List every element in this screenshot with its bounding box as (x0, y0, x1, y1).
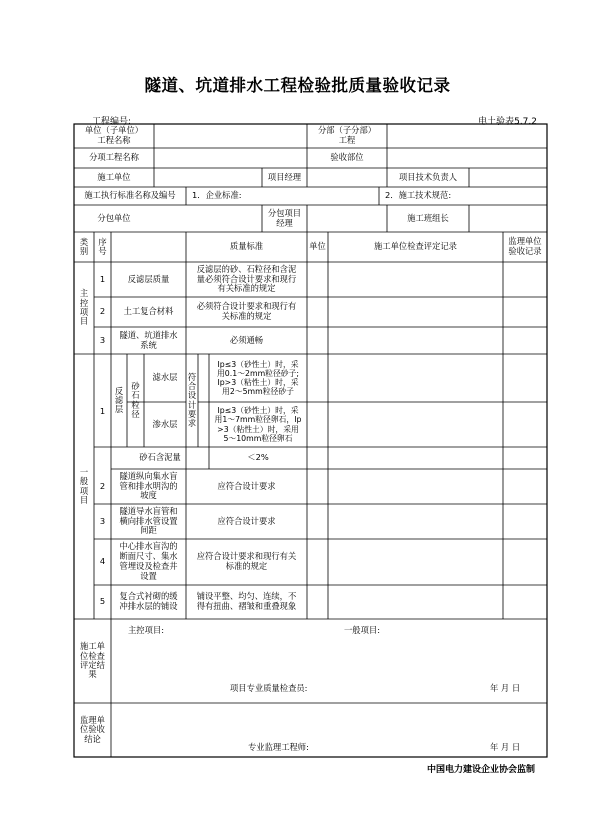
seep-layer-standard: Ip≤3（砂性土）时，采 用1～7mm粒径卵石，Ip >3（粘性土）时，采用 5～10mm粒径卵石 (214, 406, 302, 443)
tech-spec[interactable]: 2．施工技术规范: (385, 190, 452, 201)
standard-label: 施工执行标准名称及编号 (84, 190, 176, 201)
enterprise-standard[interactable]: 1．企业标准: (192, 190, 242, 201)
general-row-standard: 应符合设计要求和现行有关 标准的规定 (196, 551, 297, 571)
project-no-label: 工程编号: (92, 117, 132, 127)
mud-content-label: 砂石含泥量 (139, 452, 181, 463)
general-row-standard: 铺设平整、均匀、连续，不 得有扭曲、褶皱和重叠现象 (196, 591, 297, 611)
supervision-date[interactable]: 年 月 日 (490, 742, 521, 753)
general-items-result[interactable]: 一般项目: (344, 625, 380, 636)
col-seq: 序 号 (98, 236, 107, 256)
team-leader-field[interactable] (469, 205, 547, 232)
quality-inspector[interactable]: 项目专业质量检查员: (230, 683, 308, 694)
main-row-item: 土工复合材料 (123, 306, 174, 317)
construction-unit-field[interactable] (154, 168, 262, 187)
pm-label: 项目经理 (267, 171, 302, 182)
unit-name-field[interactable] (154, 124, 307, 148)
general-row-no: 5 (99, 596, 106, 607)
main-row-standard: 必须符合设计要求和现行有 关标准的规定 (196, 301, 297, 321)
main-row-standard: 必须通畅 (229, 334, 264, 345)
page-title: 隧道、坑道排水工程检验批质量验收记录 (144, 76, 451, 95)
main-row-standard: 反滤层的砂、石粒径和含泥 量必须符合设计要求和现行 有关标准的规定 (196, 263, 297, 294)
main-row-item: 反滤层质量 (127, 273, 170, 284)
main-row-no: 2 (99, 306, 106, 317)
main-row-item: 隧道、坑道排水 系统 (119, 329, 178, 350)
general-row-no: 2 (99, 480, 106, 491)
general-row-standard: 应符合设计要求 (217, 480, 276, 491)
seep-water-layer: 渗水层 (152, 418, 178, 429)
general-row-item: 隧道纵向集水盲 管和排水明沟的 坡度 (119, 470, 178, 501)
subcontract-unit-field[interactable] (154, 205, 262, 232)
tech-lead-label: 项目技术负责人 (398, 171, 458, 182)
inspection-date[interactable]: 年 月 日 (490, 683, 521, 694)
general-row-item: 隧道导水盲管和 横向排水管设置 间距 (119, 505, 178, 536)
main-control-label: 主 控 项 目 (79, 288, 89, 327)
accept-part-label: 验收部位 (330, 152, 364, 163)
general-row-item: 中心排水盲沟的 断面尺寸、集水 管埋设及检查井 设置 (119, 541, 178, 581)
team-leader-label: 施工班组长 (407, 212, 449, 223)
supervision-engineer[interactable]: 专业监理工程师: (248, 742, 309, 753)
item-name-field[interactable] (154, 148, 307, 168)
col-category: 类 别 (79, 236, 89, 256)
pm-field[interactable] (307, 168, 387, 187)
subcontract-pm-label: 分包项目 经理 (267, 207, 302, 228)
general-row-no: 3 (99, 515, 106, 526)
design-requirement-label: 符 合 设 计 要 求 (187, 371, 197, 429)
col-standard: 质量标准 (229, 241, 264, 252)
construction-result-label: 施工单 位检查 评定结 果 (80, 641, 105, 680)
unit-name-label: 单位（子单位） 工程名称 (84, 125, 144, 145)
col-check-record: 施工单位检查评定记录 (374, 241, 457, 252)
general-items-label: 一 般 项 目 (79, 466, 89, 505)
subpart-field[interactable] (387, 124, 547, 148)
filter-layer-standard: Ip≤3（砂性土）时，采 用0.1～2mm粒径砂子; Ip>3（粘性土）时，采 用2～5mm粒径砂子 (217, 359, 299, 397)
particle-size-label: 砂 石 粒 径 (131, 380, 140, 419)
subcontract-unit-label: 分包单位 (97, 212, 131, 223)
main-items-result[interactable]: 主控项目: (128, 625, 164, 636)
filter-layer-label: 反 滤 层 (114, 385, 124, 415)
construction-unit-label: 施工单位 (97, 171, 131, 182)
supervision-conclusion-label: 监理单 位验收 结论 (80, 715, 105, 744)
main-row-no: 3 (99, 334, 106, 345)
subcontract-pm-field[interactable] (307, 205, 387, 232)
general-row-no: 4 (99, 556, 106, 567)
accept-part-field[interactable] (387, 148, 547, 168)
item-name-label: 分项工程名称 (89, 152, 139, 163)
general-row-standard: 应符合设计要求 (217, 515, 276, 526)
mud-content-standard: ＜2% (247, 452, 269, 463)
col-unit: 单位 (309, 241, 326, 252)
general-row-item: 复合式衬砌的缓 冲排水层的铺设 (119, 591, 178, 611)
filter-water-layer: 滤水层 (152, 372, 178, 383)
main-row-no: 1 (99, 273, 106, 284)
form-number: 电土验表5.7.2 (478, 117, 537, 127)
col-supervision: 监理单位 验收记录 (508, 236, 542, 256)
footer-issuer: 中国电力建设企业协会监制 (426, 765, 535, 775)
tech-lead-field[interactable] (469, 168, 547, 187)
general-row-no: 1 (99, 405, 106, 416)
subpart-label: 分部（子分部） 工程 (317, 125, 377, 145)
